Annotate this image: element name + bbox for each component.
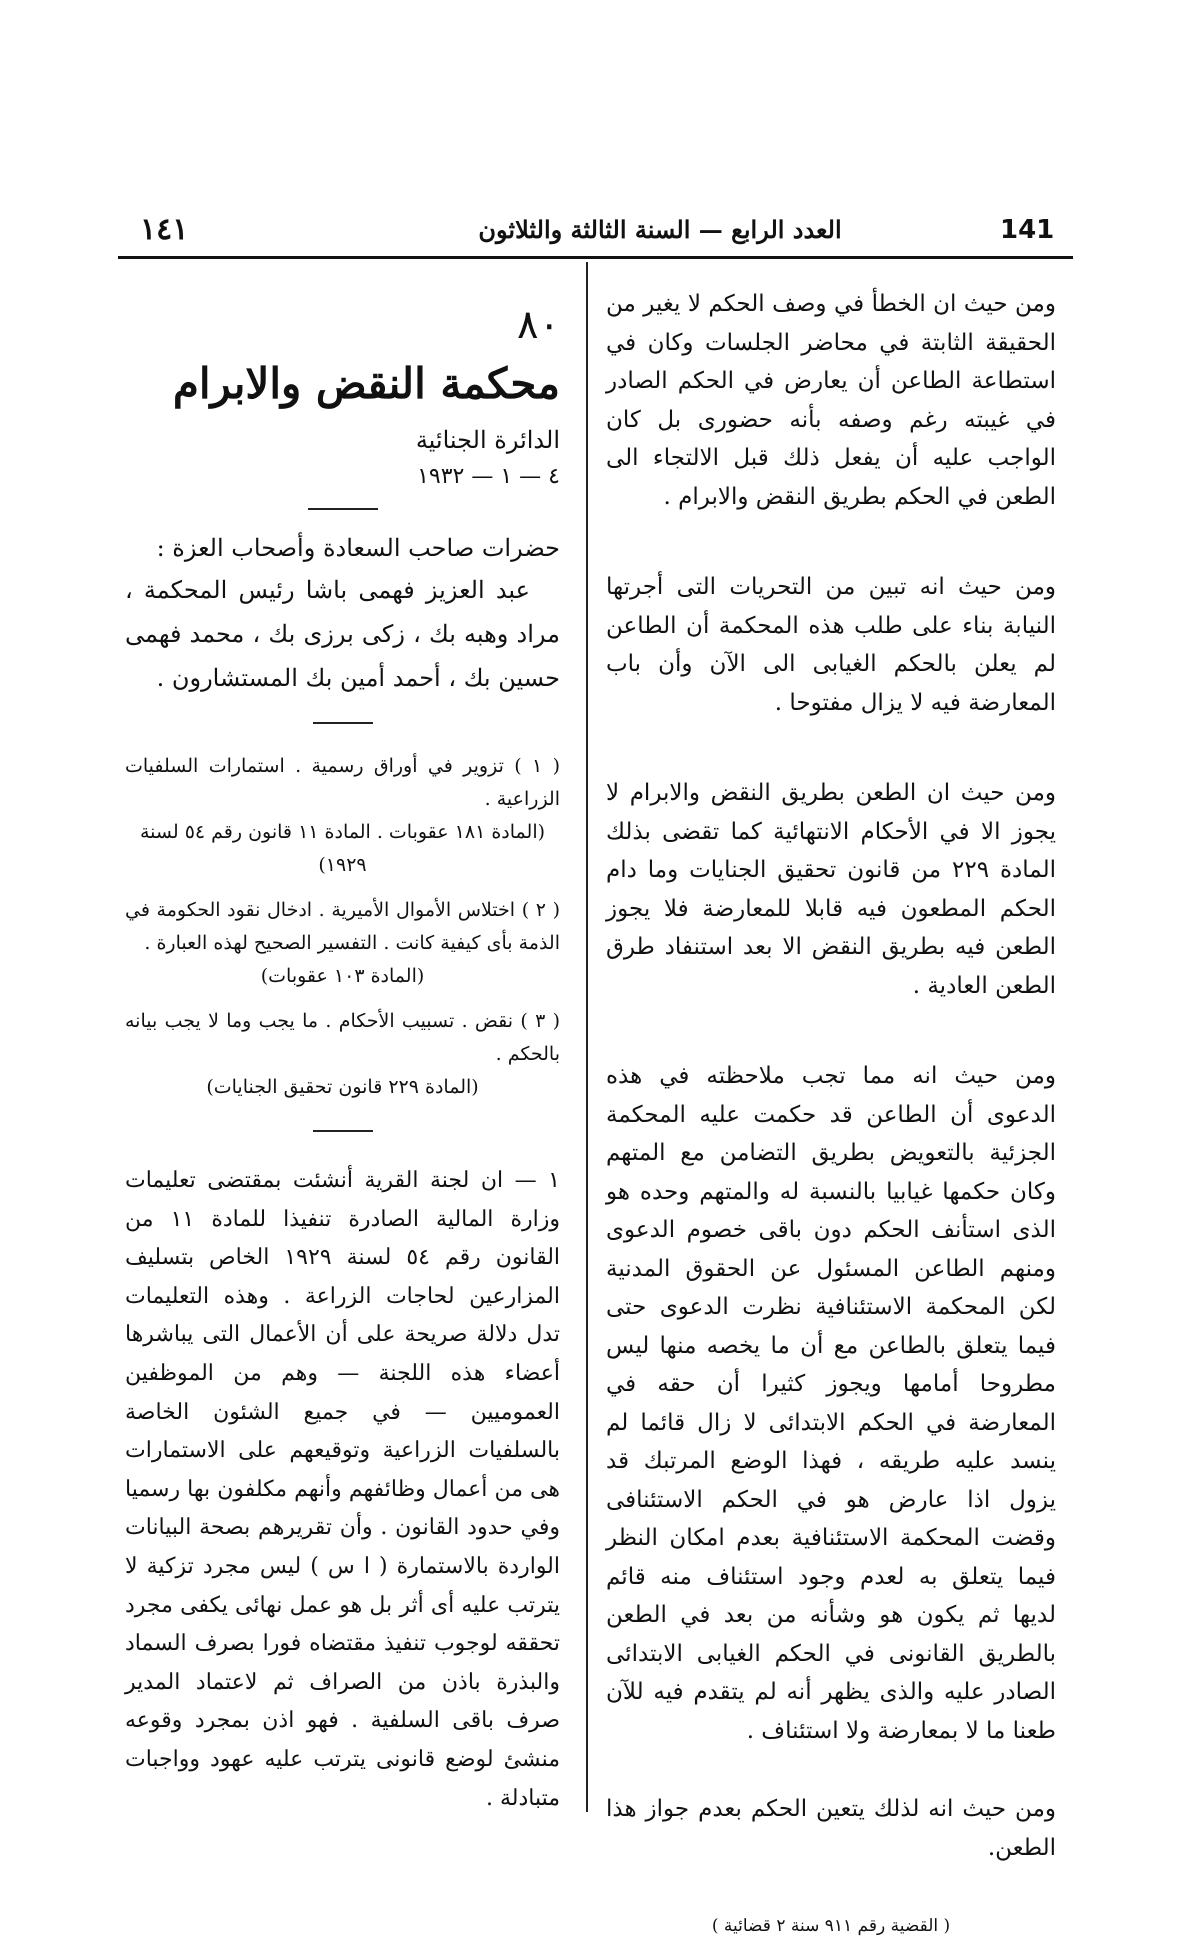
headnote-2: [125, 894, 560, 993]
header-rule: [118, 256, 1073, 259]
paragraph-4: ومن حيث انه مما تجب ملاحظته في هذه الدعوى أن الطاعن قد حكمت عليه المحكمة الجزئية بالتعويض بطريق التضامن مع المتهم وكان حكمها غيابيا بالنسبة له والمتهم وحده هو الذى استأنف الحكم دون باقى خصوم الدعوى ومنهم الطاعن المسئول عن الحقوق المدنية لكن المحكمة الاستئنافية نظرت الدعوى حتى فيما يتعلق بالطاعن مع أن ما يخصه منها ليس مطروحا أمامها ويجوز كثيرا أن حقه في المعارضة في الحكم الابتدائى لا زال قائما لم ينسد عليه طريقه ، فهذا الوضع المرتبك قد يزول اذا عارض هو في الحكم الاستئنافى وقضت المحكمة الاستئنافية بعدم امكان النظر فيما يتعلق به لعدم وجود استئناف منه قائم لديها ثم يكون هو وشأنه من بعد في الطعن بالطريق القانونى في الحكم الغيابى الابتدائى الصادر عليه والذى يظهر أنه لم يتقدم فيه للآن طعنا ما لا بمعارضة ولا استئناف .: [606, 1063, 1056, 1744]
page-number-arabic: ١٤١: [140, 212, 189, 247]
right-column: [606, 285, 1056, 1941]
left-column: [125, 300, 560, 1818]
members-heading: حضرات صاحب السعادة وأصحاب العزة :: [156, 534, 560, 562]
journal-issue-title: العدد الرابع — السنة الثالثة والثلاثون: [478, 215, 842, 244]
column-divider: [586, 262, 588, 1812]
headnote-ref: (المادة ٢٢٩ قانون تحقيق الجنايات): [206, 1076, 479, 1098]
case-reference: ( القضية رقم ٩١١ سنة ٢ قضائية ): [711, 1916, 951, 1936]
section-rule: [313, 722, 373, 724]
headnote-text: ( ٣ ) نقض . تسبيب الأحكام . ما يجب وما لا يجب بيانه بالحكم .: [125, 1010, 561, 1065]
members-list: عبد العزيز فهمى باشا رئيس المحكمة ، مراد وهبه بك ، زكى برزى بك ، محمد فهمى حسين بك ، أحمد أمين بك المستشارون .: [125, 576, 560, 692]
session-date: ٤ — ١ — ١٩٣٢: [417, 464, 560, 489]
headnote-3: [125, 1005, 560, 1104]
headnote-ref: (المادة ١٨١ عقوبات . المادة ١١ قانون رقم ٥٤ لسنة ١٩٢٩): [139, 821, 546, 876]
headnote-1: [125, 750, 560, 882]
paragraph-1: ومن حيث ان الخطأ في وصف الحكم لا يغير من الحقيقة الثابتة في محاضر الجلسات وكان في استطاعة الطاعن أن يعارض في الحكم الصادر في غيبته رغم وصفه بأنه حضورى بل كان الواجب عليه أن يفعل ذلك قبل الالتجاء الى الطعن في الحكم بطريق النقض والابرام .: [606, 291, 1056, 510]
paragraph-3: ومن حيث ان الطعن بطريق النقض والابرام لا يجوز الا في الأحكام الانتهائية كما تقضى بذلك المادة ٢٢٩ من قانون تحقيق الجنايات وما دام الحكم المطعون فيه قابلا للمعارضة فلا يجوز الطعن فيه بطريق النقض الا بعد استنفاد طرق الطعن العادية .: [606, 780, 1056, 999]
headnote-ref: (المادة ١٠٣ عقوبات): [260, 965, 425, 987]
legal-principle: ١ — ان لجنة القرية أنشئت بمقتضى تعليمات وزارة المالية الصادرة تنفيذا للمادة ١١ من القانون رقم ٥٤ لسنة ١٩٢٩ الخاص بتسليف المزارعين لحاجات الزراعة . وهذه التعليمات تدل دلالة صريحة على أن الأعمال التى يباشرها أعضاء هذه اللجنة — وهم من الموظفين العموميين — في جميع الشئون الخاصة بالسلفيات الزراعية وتوقيعهم على الاستمارات هى من أعمال وظائفهم وأنهم مكلفون بها رسميا وفي حدود القانون . وأن تقريرهم بصحة البيانات الواردة بالاستمارة ( ا س ) ليس مجرد تزكية لا يترتب عليه أى أثر بل هو عمل نهائى يكفى مجرد تحققه لوجوب تنفيذ مقتضاه فورا بصرف السماد والبذرة باذن من الصراف ثم لاعتماد المدير صرف باقى السلفية . فهو اذن بمجرد وقوعه منشئ لوضع قانونى يترتب عليه عهود وواجبات متبادلة .: [125, 1168, 561, 1811]
page-number-latin: 141: [1000, 215, 1055, 245]
headnote-text: ( ١ ) تزوير في أوراق رسمية . استمارات السلفيات الزراعية .: [125, 755, 560, 810]
paragraph-2: ومن حيث انه تبين من التحريات التى أجرتها النيابة بناء على طلب هذه المحكمة أن الطاعن لم يعلن بالحكم الغيابى الى الآن وأن باب المعارضة فيه لا يزال مفتوحا .: [606, 574, 1056, 716]
paragraph-5: ومن حيث انه لذلك يتعين الحكم بعدم جواز هذا الطعن.: [606, 1796, 1056, 1861]
case-number: ٨٠: [517, 302, 560, 348]
court-title: محكمة النقض والابرام: [172, 359, 560, 408]
circuit-name: الدائرة الجنائية: [415, 426, 560, 454]
section-rule: [308, 508, 378, 510]
headnote-text: ( ٢ ) اختلاس الأموال الأميرية . ادخال نقود الحكومة في الذمة بأى كيفية كانت . التفسير الصحيح لهذه العبارة .: [125, 899, 561, 954]
section-rule: [313, 1130, 373, 1132]
